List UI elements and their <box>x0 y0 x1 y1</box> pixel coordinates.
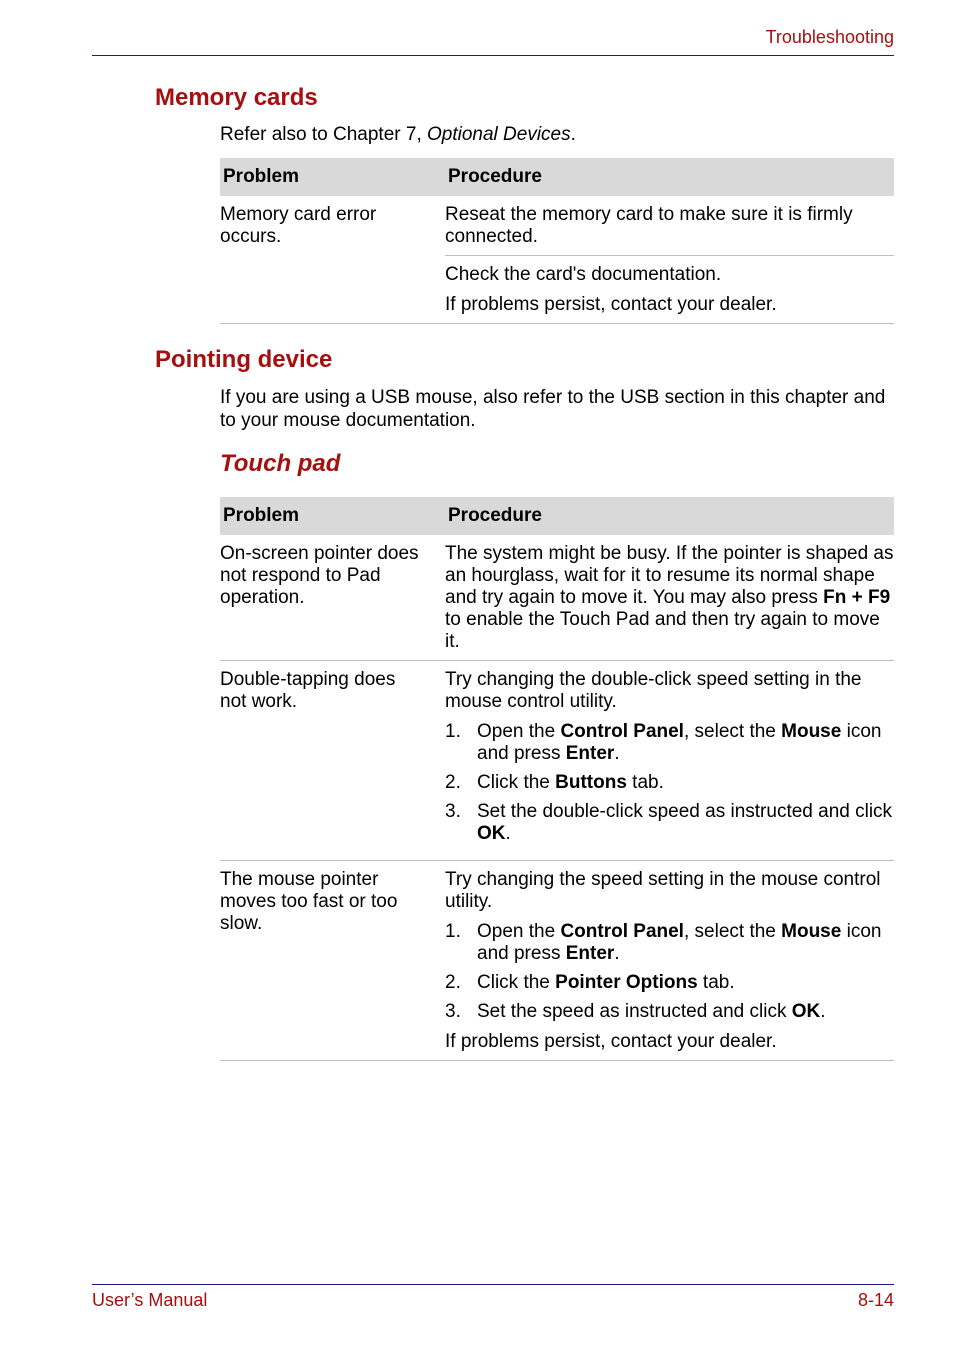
step-number: 1. <box>445 721 461 742</box>
column-header-procedure: Procedure <box>448 166 542 187</box>
ui-term: Enter <box>565 743 615 764</box>
ui-term: OK <box>791 1001 821 1022</box>
step-text <box>477 772 664 794</box>
text-run: Click the <box>477 972 556 993</box>
text-run: Set the speed as instructed and click <box>477 1001 792 1022</box>
problem-cell: Memory card error occurs. <box>220 204 377 247</box>
step-item <box>445 721 894 765</box>
chapter-reference: Optional Devices <box>427 124 571 145</box>
procedure-text: If problems persist, contact your dealer. <box>445 294 777 315</box>
ui-term: Buttons <box>555 772 627 793</box>
column-header-problem: Problem <box>223 166 300 187</box>
header-rule <box>92 55 894 56</box>
text-run: Open the <box>477 921 561 942</box>
steps-list <box>445 921 894 1023</box>
ui-term: OK <box>477 823 506 844</box>
text-run: Click the <box>477 772 556 793</box>
pointing-device-heading: Pointing device <box>155 346 333 373</box>
intro-text: Refer also to Chapter 7, <box>220 124 427 145</box>
text-run: to enable the Touch Pad and then try again to move it. <box>445 609 880 652</box>
procedure-cell <box>445 861 894 1060</box>
ui-term: Control Panel <box>560 921 684 942</box>
ui-term: Pointer Options <box>555 972 698 993</box>
procedure-block <box>445 255 894 323</box>
memory-cards-intro <box>220 123 894 146</box>
step-item <box>445 801 894 845</box>
procedure-text: If problems persist, contact your dealer. <box>445 1031 777 1052</box>
footer-manual-name: User’s Manual <box>92 1290 208 1310</box>
step-item <box>445 921 894 965</box>
memory-cards-heading: Memory cards <box>155 84 318 111</box>
step-item <box>445 972 894 994</box>
procedure-text <box>445 543 894 653</box>
key-combo: Fn + F9 <box>823 587 891 608</box>
touch-pad-table <box>220 497 894 1061</box>
step-text <box>477 1001 826 1023</box>
ui-term: Control Panel <box>560 721 684 742</box>
table-row <box>220 196 894 324</box>
procedure-text: Reseat the memory card to make sure it is firmly connected. <box>445 204 853 247</box>
text-run: , select the <box>683 721 782 742</box>
text-run: . <box>614 943 620 964</box>
ui-term: Mouse <box>781 921 842 942</box>
problem-cell: Double-tapping does not work. <box>220 669 396 712</box>
problem-cell: On-screen pointer does not respond to Pad operation. <box>220 543 419 608</box>
procedure-cell <box>445 196 894 323</box>
procedure-text: Check the card's documentation. <box>445 264 722 285</box>
pointing-device-intro: If you are using a USB mouse, also refer to the USB section in this chapter and to your mouse documentation. <box>220 387 886 431</box>
step-item <box>445 772 894 794</box>
step-number: 2. <box>445 772 461 793</box>
problem-cell: The mouse pointer moves too fast or too slow. <box>220 869 398 934</box>
step-text <box>477 972 735 994</box>
page-number: 8-14 <box>857 1290 894 1310</box>
footer-rule <box>92 1284 894 1285</box>
text-run: . <box>820 1001 826 1022</box>
procedure-block <box>445 196 894 255</box>
text-run: . <box>505 823 511 844</box>
steps-list <box>445 721 894 845</box>
memory-cards-table <box>220 158 894 324</box>
step-number: 3. <box>445 1001 461 1022</box>
text-run: Open the <box>477 721 561 742</box>
procedure-text: Try changing the double-click speed setting in the mouse control utility. <box>445 669 862 712</box>
text-run: . <box>614 743 620 764</box>
touch-pad-heading: Touch pad <box>220 450 341 477</box>
text-run: The system might be busy. If the pointer is shaped as an hourglass, wait for it to resume its normal shape and try again to move it. You may also press <box>445 543 894 608</box>
step-number: 3. <box>445 801 461 822</box>
table-row <box>220 661 894 861</box>
table-row <box>220 535 894 661</box>
page-header-title: Troubleshooting <box>765 27 894 47</box>
text-run: icon and press <box>477 721 882 764</box>
step-number: 2. <box>445 972 461 993</box>
intro-punctuation: . <box>570 124 576 145</box>
text-run: tab. <box>626 772 664 793</box>
procedure-block <box>445 661 894 860</box>
step-number: 1. <box>445 921 461 942</box>
text-run: , select the <box>683 921 782 942</box>
ui-term: Enter <box>565 943 615 964</box>
step-item <box>445 1001 894 1023</box>
table-row <box>220 861 894 1061</box>
step-text <box>477 921 894 965</box>
table-header <box>220 158 894 196</box>
ui-term: Mouse <box>781 721 842 742</box>
procedure-block <box>445 861 894 1060</box>
table-header <box>220 497 894 535</box>
text-run: icon and press <box>477 921 882 964</box>
procedure-cell <box>445 661 894 860</box>
step-text <box>477 721 894 765</box>
text-run: tab. <box>697 972 735 993</box>
step-text <box>477 801 894 845</box>
procedure-cell <box>445 535 894 660</box>
column-header-procedure: Procedure <box>448 505 542 526</box>
column-header-problem: Problem <box>223 505 300 526</box>
procedure-block <box>445 535 894 660</box>
text-run: Set the double-click speed as instructed and click <box>477 801 893 822</box>
procedure-text: Try changing the speed setting in the mouse control utility. <box>445 869 881 912</box>
